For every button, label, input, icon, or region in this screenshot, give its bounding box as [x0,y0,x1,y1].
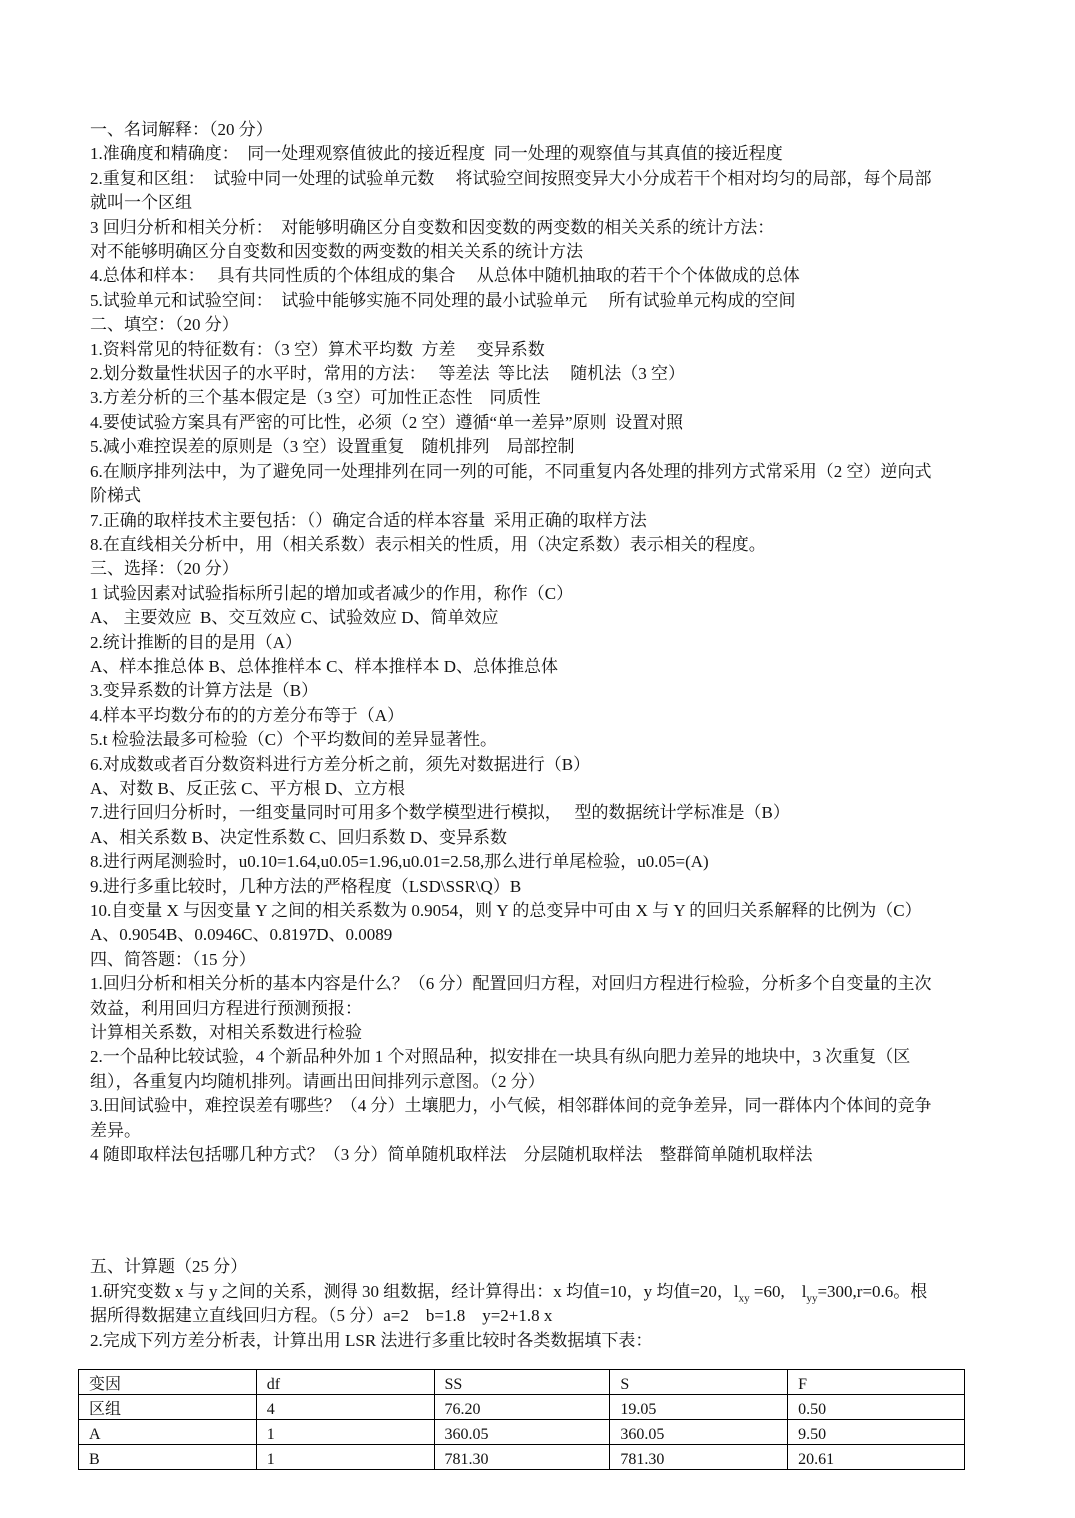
fill-item: 4.要使试验方案具有严密的可比性，必须（2 空）遵循“单一差异”原则 设置对照 [90,412,684,432]
table-cell: 9.50 [788,1420,965,1445]
fill-item: 7.正确的取样技术主要包括：（）确定合适的样本容量 采用正确的取样方法 [90,510,647,530]
table-cell: 360.05 [434,1420,610,1445]
table-header-cell: S [610,1370,788,1395]
calc-q1-text: =300,r=0.6。根 [817,1281,928,1301]
section-title-fill: 二、填空：（20 分） [90,315,239,335]
choice-item: 9.进行多重比较时，几种方法的严格程度（LSD\SSR\Q）B [90,876,522,896]
table-cell: B [79,1445,257,1470]
calc-q1-subscript: xy [738,1292,750,1305]
table-cell: 20.61 [788,1445,965,1470]
calculation-item: 2.完成下列方差分析表，计算出用 LSR 法进行多重比较时各类数据填下表： [90,1330,653,1350]
fill-item: 5.减小难控误差的原则是（3 空）设置重复 随机排列 局部控制 [90,437,575,457]
short-answer-item: 效益，利用回归方程进行预测预报： [90,998,362,1018]
choice-item: 5.t 检验法最多可检验（C）个平均数间的差异显著性。 [90,730,498,750]
terms-item: 3 回归分析和相关分析： 对能够明确区分自变数和因变数的两变数的相关关系的统计方法： [90,217,775,237]
short-answer-item: 3.田间试验中，难控误差有哪些？（4 分）土壤肥力，小气候，相邻群体间的竞争差异，同一群体内个体间的竞争 [90,1096,932,1116]
table-cell: 76.20 [434,1395,610,1420]
choice-item: A、对数 B、反正弦 C、平方根 D、立方根 [90,778,405,798]
terms-item: 就叫一个区组 [90,193,192,213]
table-cell: 1 [256,1445,434,1470]
table-cell: 360.05 [610,1420,788,1445]
choice-item: A、0.9054B、0.0946C、0.8197D、0.0089 [90,925,393,945]
choice-item: 8.进行两尾测验时，u0.10=1.64,u0.05=1.96,u0.01=2.58,那么进行单尾检验，u0.05=(A) [90,852,709,872]
fill-item: 6.在顺序排列法中，为了避免同一处理排列在同一列的可能，不同重复内各处理的排列方式常采用（2 空）逆向式 [90,461,932,481]
fill-item: 8.在直线相关分析中，用（相关系数）表示相关的性质，用（决定系数）表示相关的程度。 [90,534,766,554]
table-header-cell: 变因 [79,1370,257,1395]
table-cell: 781.30 [434,1445,610,1470]
fill-item: 2.划分数量性状因子的水平时，常用的方法： 等差法 等比法 随机法（3 空） [90,364,685,384]
table-cell: 1 [256,1420,434,1445]
table-row [79,1420,965,1445]
fill-item: 3.方差分析的三个基本假定是（3 空）可加性正态性 同质性 [90,388,541,408]
fill-item: 阶梯式 [90,486,141,506]
table-row [79,1445,965,1470]
calculation-item: 据所得数据建立直线回归方程。（5 分）a=2 b=1.8 y=2+1.8 x [90,1306,553,1326]
section-title-terms: 一、名词解释：（20 分） [90,120,273,139]
section-title-calculation: 五、计算题（25 分） [90,1257,248,1277]
table-header-cell: F [788,1370,965,1395]
choice-item: 7.进行回归分析时，一组变量同时可用多个数学模型进行模拟， 型的数据统计学标准是（B） [90,803,790,823]
short-answer-item: 4 随即取样法包括哪几种方式？（3 分）简单随机取样法 分层随机取样法 整群简单随机取样法 [90,1145,813,1165]
table-cell: 区组 [79,1395,257,1420]
choice-item: 4.样本平均数分布的的方差分布等于（A） [90,705,405,725]
table-cell: 4 [256,1395,434,1420]
table-header-cell: SS [434,1370,610,1395]
table-cell: 19.05 [610,1395,788,1420]
calc-q1-text: 1.研究变数 x 与 y 之间的关系，测得 30 组数据，经计算得出：x 均值=10，y 均值=20，l [90,1281,739,1301]
fill-item: 1.资料常见的特征数有：（3 空）算术平均数 方差 变异系数 [90,339,545,359]
terms-item: 4.总体和样本： 具有共同性质的个体组成的集合 从总体中随机抽取的若干个个体做成的总体 [90,266,800,286]
table-cell: 0.50 [788,1395,965,1420]
choice-item: 3.变异系数的计算方法是（B） [90,681,319,701]
short-answer-item: 组），各重复内均随机排列。请画出田间排列示意图。（2 分） [90,1071,545,1091]
choice-item: A、相关系数 B、决定性系数 C、回归系数 D、变异系数 [90,827,507,847]
table-cell: 781.30 [610,1445,788,1470]
table-header-row [79,1370,965,1395]
table-row [79,1395,965,1420]
short-answer-item: 计算相关系数，对相关系数进行检验 [90,1023,362,1043]
calculation-item [90,1280,1020,1304]
choice-item: 10.自变量 X 与因变量 Y 之间的相关系数为 0.9054，则 Y 的总变异中可由 X 与 Y 的回归关系解释的比例为（C） [90,901,922,920]
choice-item: A、 主要效应 B、交互效应 C、试验效应 D、简单效应 [90,608,499,628]
table-header-cell: df [256,1370,434,1395]
calc-q1-text: =60, l [749,1281,807,1301]
choice-item: A、样本推总体 B、总体推样本 C、样本推样本 D、总体推总体 [90,656,558,676]
short-answer-item: 2.一个品种比较试验，4 个新品种外加 1 个对照品种，拟安排在一块具有纵向肥力差异的地块中，3 次重复（区 [90,1047,911,1067]
short-answer-item: 1.回归分析和相关分析的基本内容是什么？（6 分）配置回归方程，对回归方程进行检验，分析多个自变量的主次 [90,974,932,994]
terms-item: 对不能够明确区分自变数和因变数的两变数的相关关系的统计方法 [90,242,583,262]
calc-q1-subscript: yy [806,1292,818,1305]
terms-item: 1.准确度和精确度： 同一处理观察值彼此的接近程度 同一处理的观察值与其真值的接近程度 [90,144,783,164]
table-cell: A [79,1420,257,1445]
short-answer-item: 差异。 [90,1120,141,1140]
blank-space [90,1167,1020,1255]
section-title-choice: 三、选择：（20 分） [90,559,239,579]
anova-table [78,1369,965,1470]
terms-item: 2.重复和区组： 试验中同一处理的试验单元数 将试验空间按照变异大小分成若干个相对均匀的局部，每个局部 [90,168,932,188]
choice-item: 2.统计推断的目的是用（A） [90,632,303,652]
terms-item: 5.试验单元和试验空间： 试验中能够实施不同处理的最小试验单元 所有试验单元构成的空间 [90,290,796,310]
document-body [90,118,1020,1353]
section-title-short-answer: 四、简答题：（15 分） [90,949,256,969]
choice-item: 1 试验因素对试验指标所引起的增加或者减少的作用，称作（C） [90,583,574,603]
choice-item: 6.对成数或者百分数资料进行方差分析之前，须先对数据进行（B） [90,754,591,774]
